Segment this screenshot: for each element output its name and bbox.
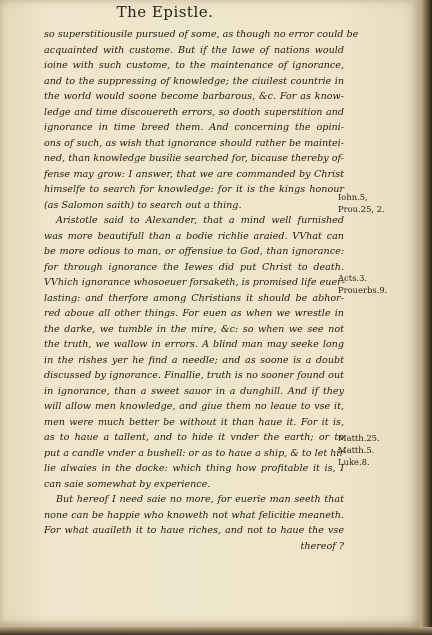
margin-note-proverbs-9: Prouerbs.9. <box>338 285 388 295</box>
text-line: as to haue a tallent, and to hide it vnder the earth; or to <box>44 432 344 443</box>
text-line: for through ignorance the Iewes did put Christ to death. <box>44 261 344 273</box>
text-line: red aboue all other things. For euen as when we wrestle in <box>44 308 344 319</box>
text-line: can saie somewhat by experience. <box>44 478 211 490</box>
text-line: ignorance in time breed them. And concerning the opini- <box>44 122 344 133</box>
text-line: lasting: and therfore among Christians it should be abhor- <box>44 292 344 304</box>
text-line: in ignorance, than a sweet sauor in a dunghill. And if they <box>44 385 344 397</box>
text-line: none can be happie who knoweth not what felicitie meaneth. <box>44 509 344 521</box>
text-line: For what auaileth it to haue riches, and not to haue the vse <box>44 525 344 536</box>
margin-note-matthew-25: Matth.25. <box>338 433 380 443</box>
text-line: VVhich ignorance whosoeuer forsaketh, is promised life euer- <box>44 277 345 288</box>
text-line: put a candle vnder a bushell: or as to haue a ship, & to let hir <box>44 447 345 459</box>
text-line: Aristotle said to Alexander, that a mind well furnished <box>56 215 344 226</box>
text-line: so superstitiousile pursued of some, as though no error could be <box>44 29 359 40</box>
margin-note-luke: Luke.8. <box>338 457 370 467</box>
margin-note-john: Iohn.5, <box>338 192 368 202</box>
catchword: thereof ? <box>300 540 344 552</box>
text-line: will allow men knowledge, and giue them no leaue to vse it, <box>44 401 344 412</box>
text-line: (as Salomon saith) to search out a thing. <box>44 199 242 211</box>
running-head: The Epistle. <box>116 3 214 21</box>
margin-note-acts: Acts.3. <box>338 273 368 283</box>
page-bottom-edge <box>0 627 432 635</box>
text-line: acquainted with custome. But if the lawe of nations would <box>44 44 344 56</box>
text-line: the darke, we tumble in the mire, &c: so when we see not <box>44 323 344 335</box>
text-line: discussed by ignorance. Finallie, truth is no sooner found out <box>44 370 344 381</box>
text-line: ons of such, as wish that ignorance should rather be maintei- <box>44 137 344 149</box>
text-line: fense may grow: I answer, that we are commanded by Christ <box>44 168 344 180</box>
text-line: ledge and time discouereth errors, so dooth superstition and <box>44 106 344 118</box>
text-line: men were much better be without it than haue it. For it is, <box>44 416 344 428</box>
text-line: But hereof I need saie no more, for euerie man seeth that <box>56 494 344 505</box>
text-line: in the rishes yer he find a needle; and as soone is a doubt <box>44 354 344 366</box>
text-line: ned, than knowledge busilie searched for, bicause thereby of- <box>44 153 344 164</box>
page-edge-shadow <box>420 0 432 635</box>
text-line: the world would soone become barbarous, &c. For as know- <box>44 91 344 102</box>
text-line: be more odious to man, or offensiue to God, than ignorance: <box>44 246 344 257</box>
text-line: the truth, we wallow in errors. A blind man may seeke long <box>44 339 344 350</box>
margin-note-matthew-5: Matth.5. <box>338 445 375 455</box>
text-line: lie alwaies in the docke: which thing how profitable it is, I <box>44 463 344 474</box>
text-line: himselfe to search for knowledge: for it is the kings honour <box>44 184 344 195</box>
text-line: was more beautifull than a bodie richlie araied. VVhat can <box>44 230 344 242</box>
margin-note-proverbs-25: Prou.25, 2. <box>338 204 385 214</box>
text-line: ioine with such custome, to the maintenance of ignorance, <box>44 60 344 71</box>
text-line: and to the suppressing of knowledge; the ciuilest countrie in <box>44 75 344 87</box>
